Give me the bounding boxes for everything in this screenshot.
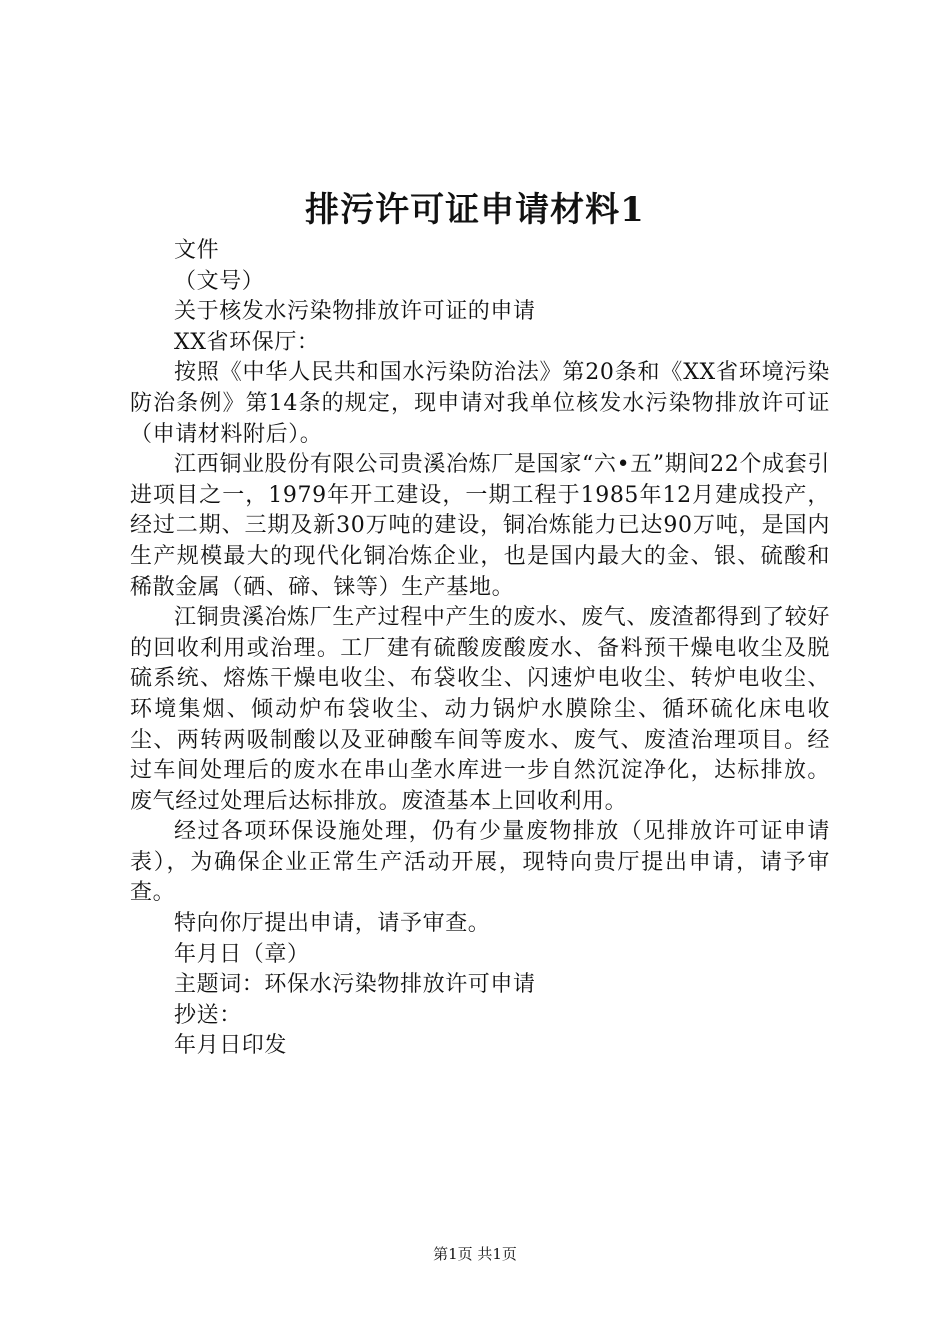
document-title: 排污许可证申请材料1 [305, 190, 645, 230]
doc-number-line: （文号） [174, 268, 265, 294]
body-paragraph: 经过各项环保设施处理，仍有少量废物排放（见排放许可证申请表），为确保企业正常生产活动开展，现特向贵厅提出申请，请予审查。 [130, 819, 830, 906]
document-body [130, 236, 830, 1062]
date-seal-line: 年月日（章） [174, 941, 310, 967]
closing-line: 特向你厅提出申请，请予审查。 [174, 911, 491, 937]
doc-type-line: 文件 [174, 238, 220, 263]
doc-recipient-line: XX省环保厅： [174, 329, 320, 355]
keywords-line: 主题词：环保水污染物排放许可申请 [174, 972, 536, 998]
page-number-footer: 第1页 共1页 [433, 1245, 517, 1263]
issue-date-line: 年月日印发 [174, 1033, 288, 1059]
body-paragraph: 江铜贵溪冶炼厂生产过程中产生的废水、废气、废渣都得到了较好的回收利用或治理。工厂建有硫酸废酸废水、备料预干燥电收尘及脱硫系统、熔炼干燥电收尘、布袋收尘、闪速炉电收尘、转炉电收尘、环境集烟、倾动炉布袋收尘、动力锅炉水膜除尘、循环硫化床电收尘、两转两吸制酸以及亚砷酸车间等废水、废气、废渣治理项目。经过车间处理后的废水在串山垄水库进一步自然沉淀净化，达标排放。废气经过处理后达标排放。废渣基本上回收利用。 [130, 605, 830, 814]
body-paragraph: 按照《中华人民共和国水污染防治法》第20条和《XX省环境污染防治条例》第14条的规定，现申请对我单位核发水污染物排放许可证（申请材料附后）。 [130, 360, 830, 447]
cc-line: 抄送： [174, 1002, 242, 1028]
body-paragraph: 江西铜业股份有限公司贵溪冶炼厂是国家“六•五”期间22个成套引进项目之一，1979年开工建设，一期工程于1985年12月建成投产，经过二期、三期及新30万吨的建设，铜冶炼能力已达90万吨，是国内生产规模最大的现代化铜冶炼企业，也是国内最大的金、银、硫酸和稀散金属（硒、碲、铼等）生产基地。 [130, 452, 830, 600]
doc-subject-line: 关于核发水污染物排放许可证的申请 [174, 299, 536, 325]
